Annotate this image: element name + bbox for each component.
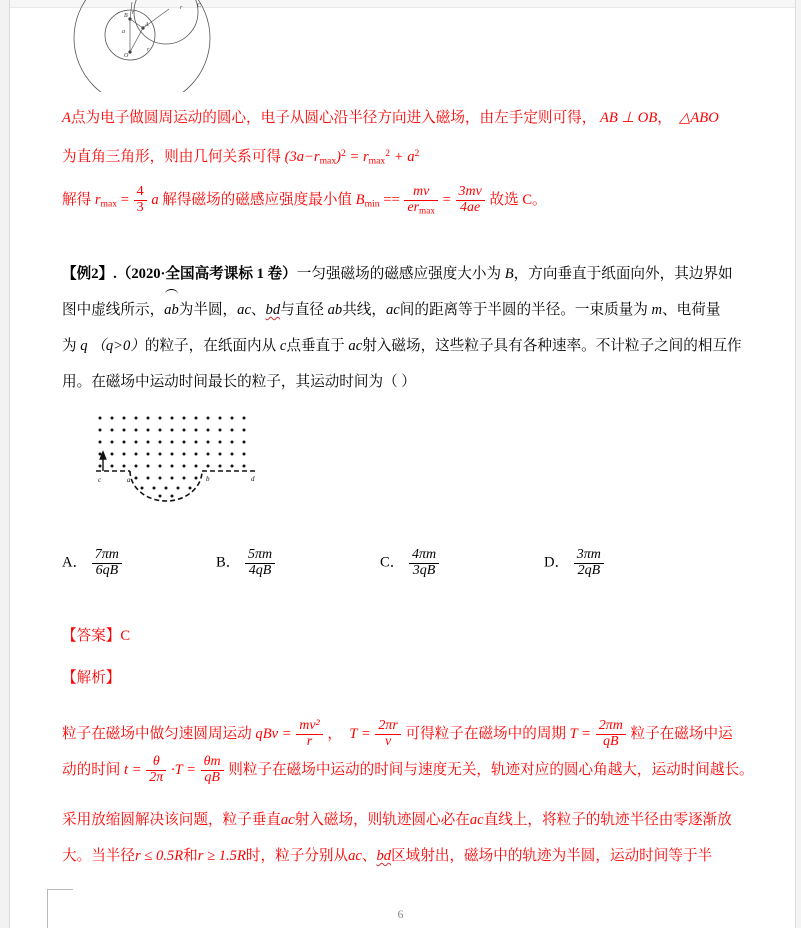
svg-text:A: A: [145, 22, 149, 28]
point-a-label: A: [62, 110, 71, 126]
analysis-text-11: 区域射出，磁场中的轨迹为半圆，运动时间等于半: [391, 848, 713, 864]
example-2-text-3: 图中虚线所示，: [62, 302, 165, 318]
option-b[interactable]: [216, 548, 376, 579]
example-2-source: （2020·全国高考课标 1 卷）: [116, 266, 297, 282]
analysis-comma-1: ，: [327, 726, 343, 742]
fraction-numerator: θm: [203, 754, 221, 770]
field-strength-symbol: B: [504, 266, 514, 282]
radius-condition-2: r ≥ 1.5R: [197, 848, 246, 864]
option-a-label: A．: [62, 554, 88, 571]
triangle-expression: △ABO: [679, 110, 719, 126]
b-equals: ==: [383, 192, 400, 208]
a-symbol: a: [151, 192, 159, 208]
example-2-text-10: 的粒子，在纸面内从: [144, 338, 277, 354]
previous-solution-result: [62, 182, 792, 223]
fraction-thetam-over-qb: [201, 755, 224, 786]
analysis-text-6: 采用放缩圆解决该问题，粒子垂直: [62, 812, 281, 828]
option-c[interactable]: [380, 548, 540, 579]
option-b-label: B．: [216, 554, 241, 571]
period-equation-1: T =: [349, 726, 371, 742]
fraction-3mv-over-4ae: [456, 185, 485, 216]
previous-solution-paragraph: [62, 100, 792, 180]
point-c-symbol: c: [279, 338, 287, 354]
option-a-denominator: 6qB: [92, 563, 122, 579]
fraction-numerator: 2πm: [598, 718, 623, 734]
analysis-text-10: 时，粒子分别从: [245, 848, 349, 864]
analysis-text-9: 大。当半径: [62, 848, 135, 864]
analysis-tag: 【解析】: [62, 670, 121, 686]
solution-line-3: 解得 $r_{max}$ = $\frac{4}{3}$ a 解得磁场的磁感应强度最小值 $B_{min}$ == $\frac{mv}{er_{max}}$ = $\frac{3mv}{4ae}$ 故选 C。: [62, 184, 547, 217]
analysis-line-4: [62, 838, 798, 874]
option-b-numerator: 5πm: [247, 547, 273, 562]
example-2-text-5: 与直径: [280, 302, 324, 318]
example-2-line-4: [62, 364, 792, 400]
dot-times-period: ·T =: [170, 762, 196, 778]
analysis-and: 和: [183, 848, 198, 864]
example-2-text-2: ，方向垂直于纸面向外，其边界如: [513, 266, 733, 282]
example-2-text-13: 用。在磁场中运动时间最长的粒子，其运动时间为（ ）: [62, 374, 416, 390]
example-2-text-11: 点垂直于: [286, 338, 345, 354]
svg-text:C: C: [197, 3, 202, 9]
option-b-value: [245, 548, 275, 579]
example-2-tag: 【例2】: [62, 266, 114, 282]
example-2-line-2: [62, 292, 792, 328]
answer-block: [62, 618, 762, 654]
diameter-ab-label: ab: [327, 302, 343, 318]
analysis-text-5: 则粒子在磁场中运动的时间与速度无关，轨迹对应的圆心角越大，运动时间越长。: [228, 762, 754, 778]
fraction-2pir-over-v: [375, 719, 400, 750]
fraction-mv-over-ermax: [404, 185, 438, 217]
arc-ab-label: ab: [164, 292, 179, 328]
fraction-denominator: qB: [201, 770, 224, 786]
fraction-numerator: 3mv: [458, 184, 482, 200]
charge-condition: （q>0）: [91, 338, 145, 354]
period-equation-2: T =: [569, 726, 592, 742]
solution-line-1-text: 点为电子做圆周运动的圆心，电子从圆心沿半径方向进入磁场，由左手定则可得，: [70, 110, 597, 126]
fraction-denominator: v: [375, 734, 400, 750]
b-min-symbol: $B_{min}$: [355, 192, 380, 210]
analysis-text-4: 动的时间: [62, 762, 121, 778]
answer-value: C: [120, 628, 131, 644]
fraction-denominator: 2π: [146, 770, 166, 786]
lorentz-equation: qBv =: [255, 726, 292, 742]
analysis-text-2: 可得粒子在磁场中的周期: [405, 726, 567, 742]
figure-label-b: b: [206, 475, 210, 483]
analysis-line-2: [62, 752, 798, 788]
fraction-denominator: 3: [134, 200, 147, 216]
figure-label-a: a: [127, 476, 131, 484]
fraction-numerator: 4: [136, 184, 144, 200]
example-2-text-1: 一匀强磁场的磁感应强度大小为: [296, 266, 502, 282]
option-d-numerator: 3πm: [576, 547, 601, 562]
analysis-body: [62, 716, 798, 874]
example-2-text-8: 、电荷量: [662, 302, 721, 318]
perpendicular-expression: AB ⊥ OB: [599, 110, 658, 126]
segment-ac-label-3: ac: [348, 338, 363, 354]
r-max-symbol: $r_{max}$: [94, 192, 118, 210]
fraction-denominator: 4ae: [456, 200, 485, 216]
solve-b-min-text: 解得磁场的磁感应强度最小值: [162, 192, 353, 208]
example-2-text-4: 为半圆，: [178, 302, 238, 318]
example-2-text-7: 间的距离等于半圆的半径。一束质量为: [399, 302, 648, 318]
fraction-theta-over-2pi: [146, 755, 166, 786]
figure-circle-geometry: [70, 0, 240, 97]
analysis-tag-line: [62, 660, 762, 696]
option-d-denominator: 2qB: [574, 563, 604, 579]
example-2-line-3: [62, 328, 792, 364]
analysis-text-7: 射入磁场，则轨迹圆心必在: [294, 812, 470, 828]
equals-sign: =: [120, 192, 130, 208]
fraction-mv2-over-r: [296, 719, 323, 750]
example-2-text-6: 共线，: [342, 302, 386, 318]
segment-ac-ref-2: ac: [469, 812, 484, 828]
mass-symbol: m: [651, 302, 663, 318]
fraction-numerator: mv²: [299, 718, 320, 734]
solution-line-2-text: 为直角三角形，则由几何关系可得: [62, 148, 281, 165]
segment-ac-label-2: ac: [385, 302, 400, 318]
option-a[interactable]: [62, 548, 212, 579]
analysis-label-block: [62, 660, 762, 696]
option-b-denominator: 4qB: [245, 563, 275, 579]
conclusion-text: 故选 C。: [489, 192, 547, 208]
option-d-label: D．: [544, 554, 570, 571]
option-a-numerator: 7πm: [94, 547, 119, 562]
example-2-line-1: [62, 256, 792, 292]
field-boundary: [96, 471, 256, 501]
fraction-denominator: $er_{max}$: [404, 200, 438, 217]
fraction-numerator: θ: [152, 754, 160, 770]
fraction-4-over-3: [134, 185, 147, 216]
segment-ac-ref-1: ac: [280, 812, 295, 828]
svg-text:a: a: [122, 29, 125, 35]
page-number: 6: [397, 907, 404, 921]
option-d[interactable]: [544, 548, 605, 579]
solve-prefix: 解得: [62, 192, 92, 208]
fraction-2pim-over-qb: [596, 719, 626, 750]
fraction-numerator: 2πr: [378, 718, 398, 734]
option-c-denominator: 3qB: [409, 563, 439, 579]
charge-symbol: q: [80, 338, 88, 354]
geometry-equation: $(3a-r_{max})^2 = r_{max}^2 + a^2$: [284, 148, 420, 167]
answer-tag: 【答案】: [62, 628, 121, 644]
figure-label-d: d: [251, 475, 255, 483]
segment-ac-ref-3: ac: [348, 848, 362, 864]
analysis-text-3: 粒子在磁场中运: [630, 726, 733, 742]
page-edge-left: [0, 0, 10, 928]
fraction-numerator: mv: [413, 184, 430, 200]
svg-text:B: B: [124, 13, 128, 19]
solution-line-1: A点为电子做圆周运动的圆心，电子从圆心沿半径方向进入磁场，由左手定则可得， AB ⊥ OB， △ABO: [62, 110, 719, 126]
option-c-label: C．: [380, 554, 405, 571]
example-2-block: [62, 256, 792, 400]
segment-bd-ref: bd: [376, 848, 392, 864]
analysis-text-1: 粒子在磁场中做匀速圆周运动: [62, 726, 252, 742]
svg-text:O: O: [124, 53, 129, 59]
analysis-sep-2: 、: [361, 848, 377, 864]
option-c-numerator: 4πm: [411, 547, 437, 562]
option-a-value: [92, 548, 122, 579]
fraction-denominator: r: [296, 734, 323, 750]
svg-text:r: r: [132, 10, 135, 16]
svg-text:r: r: [180, 5, 183, 11]
example-2-text-9: 为: [62, 338, 77, 354]
example-2-dot: .: [113, 266, 117, 282]
figure-magnetic-field-region: [96, 412, 271, 507]
field-dots: [99, 417, 246, 498]
answer-line: [62, 618, 762, 654]
analysis-text-8: 直线上，将粒子的轨迹半径由零逐渐放: [483, 812, 732, 828]
analysis-line-1: [62, 716, 798, 752]
svg-text:r: r: [147, 47, 150, 53]
radius-condition-1: r ≤ 0.5R: [134, 848, 184, 864]
option-d-value: [574, 548, 604, 579]
time-equation: t =: [124, 762, 142, 778]
figure-label-c: c: [98, 476, 102, 484]
answer-options-row: [62, 548, 762, 579]
option-c-value: [409, 548, 439, 579]
solution-line-2: [62, 136, 792, 180]
segment-bd-label: bd: [265, 302, 281, 318]
segment-ac-label: ac: [237, 302, 251, 318]
fraction-denominator: qB: [596, 734, 626, 750]
example-2-text-12: 射入磁场，这些粒子具有各种速率。不计粒子之间的相互作: [362, 338, 742, 354]
analysis-line-3: [62, 802, 798, 838]
separator-1: 、: [250, 302, 266, 318]
